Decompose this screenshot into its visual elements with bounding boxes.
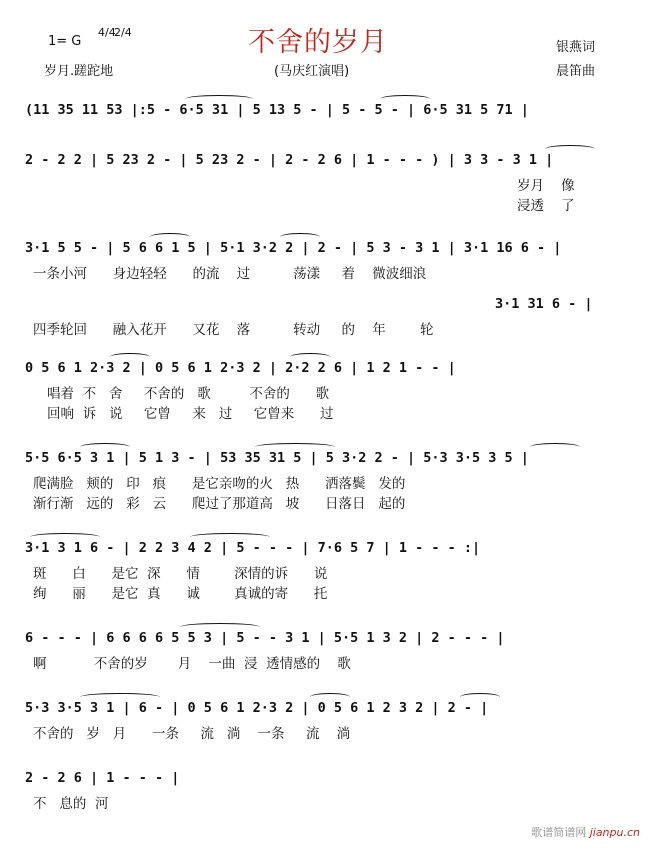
staff-line-5	[25, 448, 625, 512]
staff-line-9	[25, 768, 625, 812]
lyrics-verse-2: 绚 丽 是它 真 诚 真诚的寄 托	[33, 586, 328, 602]
slur-mark	[190, 533, 270, 541]
slur-mark	[150, 233, 190, 241]
lyrics-verse-1: 岁月 像	[517, 178, 575, 194]
notes: 6 - - - | 6 6 6 6 5 5 3 | 5 - - 3 1 | 5·5 1 3 2 | 2 - - - |	[25, 630, 505, 646]
slur-mark	[185, 95, 253, 103]
site-watermark	[531, 824, 640, 840]
notes-alt: 3·1 31 6 - |	[495, 296, 593, 312]
lyrics-verse-2: 四季轮回 融入花开 又花 落 转动 的 年 轮	[33, 322, 434, 338]
site-url: jianpu.cn	[589, 826, 640, 839]
lyrics-verse-1: 爬满脸 颊的 印 痕 是它亲吻的火 热 洒落鬓 发的	[33, 476, 406, 492]
slur-mark	[380, 95, 430, 103]
slur-mark	[180, 623, 260, 631]
lyricist-credit: 银燕词	[556, 40, 596, 55]
slur-mark	[290, 353, 330, 361]
lyrics-verse-1: 啊 不舍的岁 月 一曲 浸 透情感的 歌	[33, 656, 351, 672]
key-signature	[48, 34, 81, 49]
notes: 0 5 6 1 2·3 2 | 0 5 6 1 2·3 2 | 2·2 2 6 | 1 2 1 - - |	[25, 360, 456, 376]
staff-line-4	[25, 358, 625, 422]
lyrics-verse-2: 渐行渐 远的 彩 云 爬过了那道高 坡 日落日 起的	[33, 496, 406, 512]
staff-line-2	[25, 150, 625, 214]
singer-credit: (马庆红演唱)	[274, 64, 350, 79]
staff-line-1	[25, 100, 625, 120]
staff-line-6	[25, 538, 625, 602]
slur-mark	[110, 353, 150, 361]
album-name: 岁月.蹉跎地	[44, 64, 114, 79]
slur-mark	[530, 443, 580, 451]
lyrics-verse-2: 浸透 了	[517, 198, 575, 214]
slur-mark	[280, 233, 320, 241]
slur-mark	[460, 693, 500, 701]
staff-line-3-alt	[25, 294, 625, 338]
lyrics-verse-1: 一条小河 身边轻轻 的流 过 荡漾 着 微波细浪	[33, 266, 427, 282]
lyrics-verse-1: 唱着 不 舍 不舍的 歌 不舍的 歌	[47, 386, 330, 402]
lyrics-verse-1: 不 息的 河	[33, 796, 109, 812]
staff-line-7	[25, 628, 625, 672]
staff-line-8	[25, 698, 625, 742]
composer-credit: 晨笛曲	[556, 64, 596, 79]
slur-mark	[310, 693, 350, 701]
slur-mark	[255, 443, 335, 451]
notes: 2 - 2 6 | 1 - - - |	[25, 770, 180, 786]
notes: (11 35 11 53 |:5 - 6·5 31 | 5 13 5 - | 5 - 5 - | 6·5 31 5 71 |	[25, 102, 529, 118]
slur-mark	[80, 443, 130, 451]
time-signature-a: 4/4	[98, 26, 116, 39]
notes: 5·5 6·5 3 1 | 5 1 3 - | 53 35 31 5 | 5 3·2 2 - | 5·3 3·5 3 5 |	[25, 450, 529, 466]
slur-mark	[545, 145, 595, 153]
key-label: 1= G	[48, 34, 82, 49]
time-signature-b: 2/4	[114, 26, 132, 39]
notes: 2 - 2 2 | 5 23 2 - | 5 23 2 - | 2 - 2 6 | 1 - - - ) | 3 3 - 3 1 |	[25, 152, 554, 168]
lyrics-verse-1: 斑 白 是它 深 情 深情的诉 说	[33, 566, 328, 582]
lyrics-verse-2: 回响 诉 说 它曾 来 过 它曾来 过	[47, 406, 334, 422]
notes: 3·1 5 5 - | 5 6 6 1 5 | 5·1 3·2 2 | 2 - | 5 3 - 3 1 | 3·1 16 6 - |	[25, 240, 562, 256]
song-title: 不舍的岁月	[248, 27, 388, 58]
staff-line-3	[25, 238, 625, 282]
slur-mark	[80, 693, 160, 701]
slur-mark	[30, 533, 100, 541]
site-name: 歌谱简谱网	[531, 826, 587, 839]
lyrics-verse-1: 不舍的 岁 月 一条 流 淌 一条 流 淌	[33, 726, 351, 742]
notes: 3·1 3 1 6 - | 2 2 3 4 2 | 5 - - - | 7·6 5 7 | 1 - - - :|	[25, 540, 481, 556]
notes: 5·3 3·5 3 1 | 6 - | 0 5 6 1 2·3 2 | 0 5 6 1 2 3 2 | 2 - |	[25, 700, 489, 716]
